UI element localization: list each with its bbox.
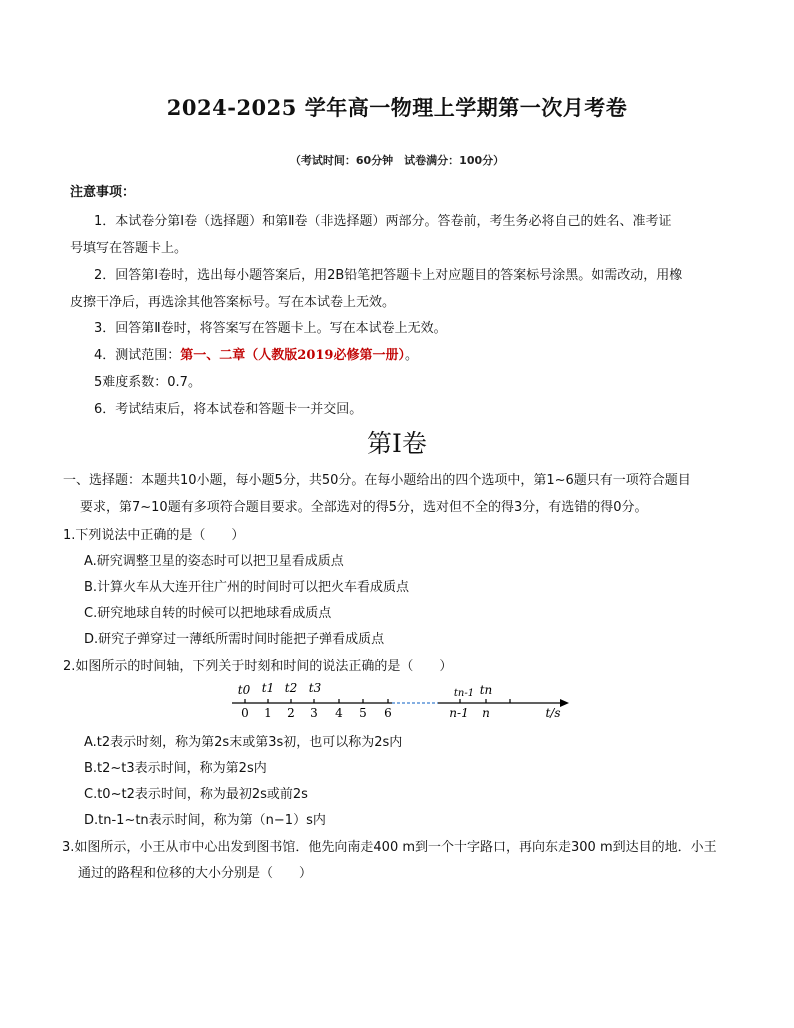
- notice-heading: 注意事项：: [70, 185, 136, 200]
- q1-option-d: D.研究子弹穿过一薄纸所需时间时能把子弹看成质点: [84, 632, 385, 647]
- part1-intro-line-1: 一、选择题：本题共10小题，每小题5分，共50分。在每小题给出的四个选项中，第1~6题只有一项符合题目: [63, 473, 691, 488]
- notice-item-4: [94, 344, 418, 363]
- q1-option-a: A.研究调整卫星的姿态时可以把卫星看成质点: [84, 554, 344, 569]
- test-range: 第一、二章（人教版2019必修第一册）: [180, 348, 405, 363]
- label-t3: t3: [308, 681, 322, 695]
- part1-intro-line-2: 要求，第7~10题有多项符合题目要求。全部选对的得5分，选对但不全的得3分，有选错的得0分。: [80, 500, 648, 515]
- section-title: 第Ⅰ卷: [367, 429, 427, 458]
- tick-n-1: n-1: [449, 706, 469, 720]
- notice-item-3: 3．回答第Ⅱ卷时，将答案写在答题卡上。写在本试卷上无效。: [94, 321, 447, 336]
- notice-item-5: 5难度系数：0.7。: [94, 375, 201, 390]
- notice-item-6: 6．考试结束后，将本试卷和答题卡一并交回。: [94, 402, 363, 417]
- label-t2: t2: [284, 681, 298, 695]
- label-t0: t0: [237, 683, 251, 697]
- q1-stem: 1.下列说法中正确的是（ ）: [63, 528, 245, 543]
- tick-3: 3: [310, 706, 318, 720]
- time-axis-figure: [0, 678, 794, 726]
- label-tn-1: tn-1: [453, 688, 475, 699]
- q2-option-d: D.tn-1~tn表示时间，称为第（n−1）s内: [84, 813, 326, 828]
- q3-stem-line-1: 3.如图所示，小王从市中心出发到图书馆．他先向南走400 m到一个十字路口，再向东走300 m到达目的地．小王: [62, 840, 717, 855]
- tick-5: 5: [359, 706, 367, 720]
- q2-option-a: A.t2表示时刻，称为第2s末或第3s初，也可以称为2s内: [84, 735, 403, 750]
- notice-item-4-suffix: 。: [404, 348, 418, 363]
- exam-title: 2024-2025 学年高一物理上学期第一次月考卷: [166, 95, 628, 120]
- notice-item-2-line-2: 皮擦干净后，再选涂其他答案标号。写在本试卷上无效。: [70, 295, 396, 310]
- q1-option-b: B.计算火车从大连开往广州的时间时可以把火车看成质点: [84, 580, 410, 595]
- tick-0: 0: [241, 706, 249, 720]
- tick-2: 2: [287, 706, 295, 720]
- label-tn: tn: [479, 683, 493, 697]
- q3-stem-line-2: 通过的路程和位移的大小分别是（ ）: [78, 866, 313, 881]
- notice-item-2-line-1: 2．回答第Ⅰ卷时，选出每小题答案后，用2B铅笔把答题卡上对应题目的答案标号涂黑。如需改动，用橡: [94, 268, 683, 283]
- notice-item-1-line-2: 号填写在答题卡上。: [70, 241, 188, 256]
- q1-option-c: C.研究地球自转的时候可以把地球看成质点: [84, 606, 332, 621]
- tick-n: n: [482, 706, 490, 720]
- exam-subtitle: （考试时间：60分钟 试卷满分：100分）: [289, 154, 505, 167]
- tick-6: 6: [384, 706, 392, 720]
- label-t1: t1: [261, 681, 275, 695]
- q2-option-b: B.t2~t3表示时间，称为第2s内: [84, 761, 267, 776]
- notice-item-4-prefix: 4．测试范围：: [94, 348, 181, 363]
- notice-item-1-line-1: 1．本试卷分第Ⅰ卷（选择题）和第Ⅱ卷（非选择题）两部分。答卷前，考生务必将自己的姓名、准考证: [94, 214, 672, 229]
- q2-option-c: C.t0~t2表示时间，称为最初2s或前2s: [84, 787, 308, 802]
- tick-1: 1: [264, 706, 272, 720]
- axis-label: t/s: [545, 706, 561, 720]
- axis-arrow: [560, 699, 569, 707]
- q2-stem: 2.如图所示的时间轴，下列关于时刻和时间的说法正确的是（ ）: [63, 659, 453, 674]
- tick-4: 4: [335, 706, 343, 720]
